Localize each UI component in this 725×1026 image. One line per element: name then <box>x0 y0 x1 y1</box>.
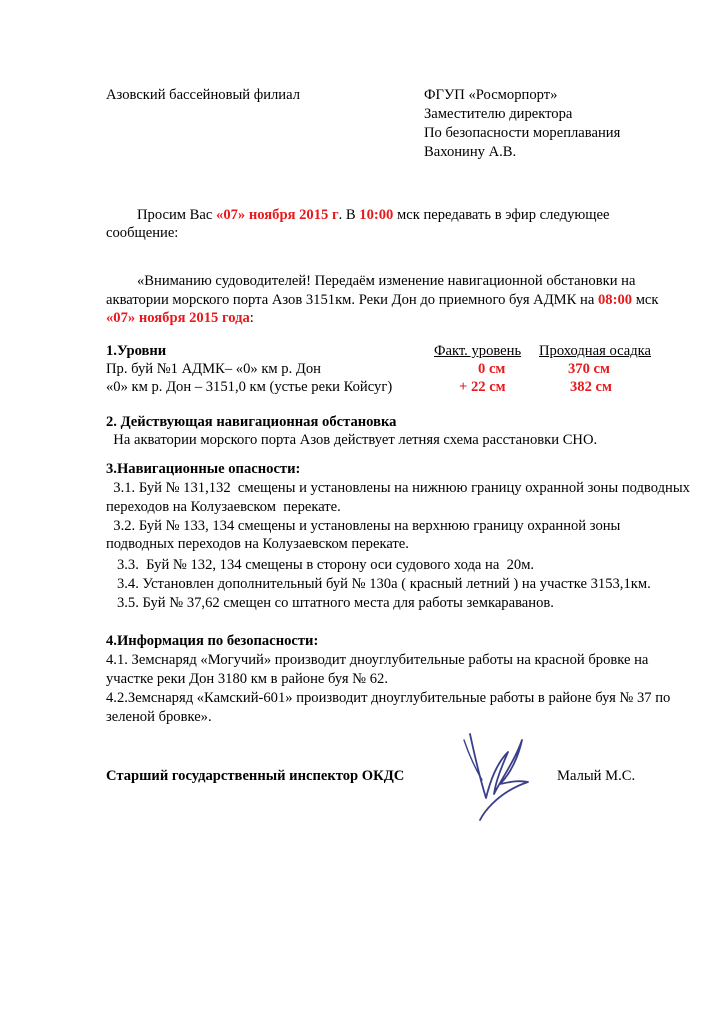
section-4-heading: 4.Информация по безопасности: <box>106 633 319 649</box>
level-row-draft: 370 см <box>568 361 610 377</box>
broadcast-time: 10:00 <box>359 207 394 223</box>
section-4-line: зеленой бровке». <box>106 709 212 725</box>
section-4-line: 4.1. Земснаряд «Могучий» производит дноуглубительные работы на красной бровке на <box>106 652 649 668</box>
section-3-line: 3.4. Установлен дополнительный буй № 130а ( красный летний ) на участке 3153,1км. <box>106 576 651 592</box>
section-3-line: 3.2. Буй № 133, 134 смещены и установлены на верхнюю границу охранной зоны <box>106 518 621 534</box>
message-time: 08:00 <box>597 292 633 308</box>
message-text: мск <box>632 292 659 308</box>
section-3-line: 3.5. Буй № 37,62 смещен со штатного места для работы земкараванов. <box>106 595 554 611</box>
request-line-1 <box>137 206 610 225</box>
message-line-1: «Вниманию судоводителей! Передаём изменение навигационной обстановки на <box>137 273 636 289</box>
message-date: «07» ноября 2015 года <box>106 310 250 326</box>
recipient-org: ФГУП «Росморпорт» <box>424 87 558 103</box>
signatory-title: Старший государственный инспектор ОКДС <box>106 768 405 784</box>
levels-heading: 1.Уровни <box>106 343 167 359</box>
signatory-name: Малый М.С. <box>557 768 636 784</box>
level-row-actual: 0 см <box>478 361 506 377</box>
message-text: : <box>249 310 254 326</box>
section-2-text: На акватории морского порта Азов действует летняя схема расстановки СНО. <box>106 432 598 448</box>
section-3-heading: 3.Навигационные опасности: <box>106 461 301 477</box>
section-3-line: 3.3. Буй № 132, 134 смещены в сторону оси судового хода на 20м. <box>106 557 535 573</box>
section-3-line: 3.1. Буй № 131,132 смещены и установлены на нижнюю границу охранной зоны подводных <box>106 480 690 496</box>
level-row-actual: + 22 см <box>459 379 506 395</box>
request-text: . В <box>338 207 356 223</box>
col-actual-header: Факт. уровень <box>434 343 522 359</box>
recipient-position: Заместителю директора <box>424 106 573 122</box>
section-4-line: участке реки Дон 3180 км в районе буя № 62. <box>106 671 388 687</box>
message-line-2 <box>106 291 659 310</box>
broadcast-date: «07» ноября 2015 г <box>216 207 339 223</box>
message-text: акватории морского порта Азов 3151км. Реки Дон до приемного буя АДМК на <box>106 292 598 308</box>
section-3-line: переходов на Колузаевском перекате. <box>106 499 341 515</box>
request-text: Просим Вас <box>137 207 213 223</box>
section-2-heading: 2. Действующая навигационная обстановка <box>106 414 397 430</box>
request-text: мск передавать в эфир следующее <box>393 207 610 223</box>
sender-name: Азовский бассейновый филиал <box>106 87 300 103</box>
recipient-name: Вахонину А.В. <box>424 144 517 160</box>
level-row-label: «0» км р. Дон – 3151,0 км (устье реки Койсуг) <box>106 379 393 395</box>
recipient-department: По безопасности мореплавания <box>424 125 621 141</box>
level-row-draft: 382 см <box>570 379 612 395</box>
col-draft-header: Проходная осадка <box>539 343 652 359</box>
handwritten-signature <box>456 722 546 822</box>
request-line-2: сообщение: <box>106 225 179 241</box>
section-4-line: 4.2.Земснаряд «Камский-601» производит дноуглубительные работы в районе буя № 37 по <box>106 690 671 706</box>
section-3-line: подводных переходов на Колузаевском перекате. <box>106 536 409 552</box>
level-row-label: Пр. буй №1 АДМК– «0» км р. Дон <box>106 361 321 377</box>
message-line-3 <box>106 309 254 328</box>
